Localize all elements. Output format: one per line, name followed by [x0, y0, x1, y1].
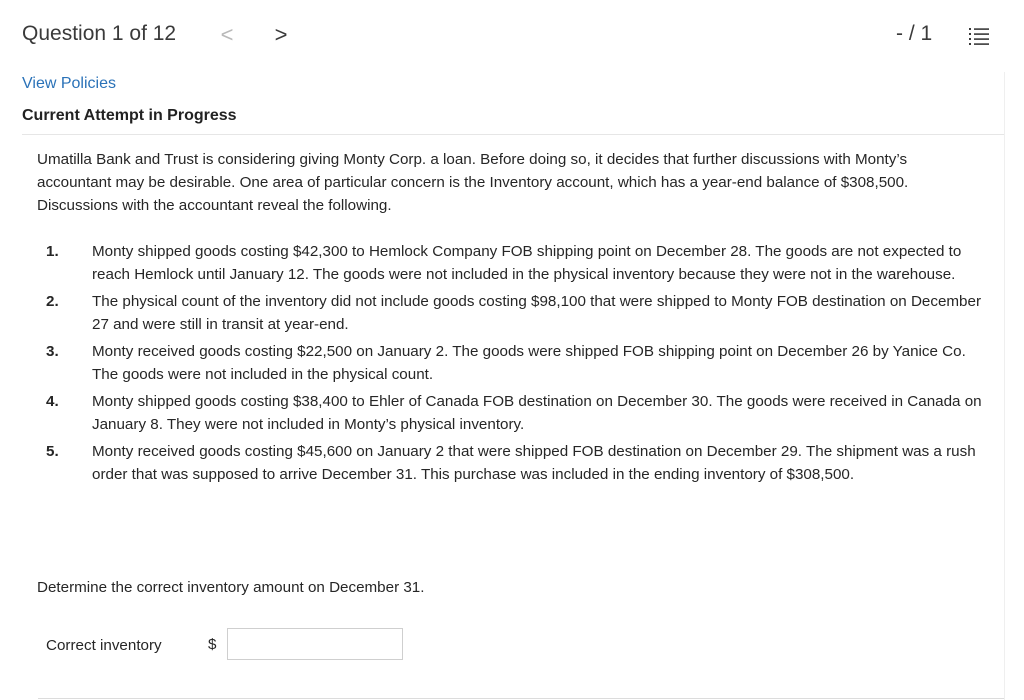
divider	[38, 698, 1004, 699]
currency-symbol: $	[208, 636, 217, 653]
divider	[22, 134, 1004, 135]
next-question-button[interactable]: >	[274, 22, 288, 47]
correct-inventory-input[interactable]	[227, 628, 403, 660]
item-text: Monty shipped goods costing $42,300 to Hemlock Company FOB shipping point on December 28. The goods are not expected to reach Hemlock until January 12. The goods were not included in the physical inventory because they were not in the warehouse.	[92, 243, 962, 283]
item-text: Monty received goods costing $45,600 on January 2 that were shipped FOB destination on December 29. The shipment was a rush order that was supposed to arrive December 31. This purchase was included in the ending inventory of $308,500.	[92, 443, 976, 483]
answer-label: Correct inventory	[46, 637, 162, 654]
list-item	[37, 390, 982, 436]
list-item	[37, 340, 982, 386]
problem-items-list	[37, 240, 982, 490]
question-score: - / 1	[896, 22, 933, 45]
list-item	[37, 240, 982, 286]
numbered-list-icon[interactable]	[968, 26, 990, 46]
item-text: The physical count of the inventory did not include goods costing $98,100 that were shipped to Monty FOB destination on December 27 and were still in transit at year-end.	[92, 293, 982, 333]
item-number: 1.	[46, 243, 59, 260]
item-text: Monty shipped goods costing $38,400 to Ehler of Canada FOB destination on December 30. The goods were received in Canada on January 8. They were not included in Monty’s physical inventory.	[92, 393, 982, 433]
question-content	[0, 72, 1005, 700]
item-number: 5.	[46, 443, 59, 460]
problem-intro: Umatilla Bank and Trust is considering giving Monty Corp. a loan. Before doing so, it decides that further discussions with Monty’s accountant may be desirable. One area of particular concern is the Inventory account, which has a year-end balance of $308,500. Discussions with the accountant reveal the following.	[37, 151, 909, 214]
view-policies-link[interactable]: View Policies	[22, 75, 116, 92]
list-item	[37, 440, 982, 486]
previous-question-button[interactable]: <	[220, 22, 234, 47]
item-number: 4.	[46, 393, 59, 410]
attempt-heading: Current Attempt in Progress	[22, 107, 237, 124]
question-header	[0, 0, 1024, 72]
list-item	[37, 290, 982, 336]
item-text: Monty received goods costing $22,500 on January 2. The goods were shipped FOB shipping point on December 26 by Yanice Co. The goods were not included in the physical count.	[92, 343, 966, 383]
question-counter: Question 1 of 12	[22, 22, 177, 45]
item-number: 2.	[46, 293, 59, 310]
item-number: 3.	[46, 343, 59, 360]
question-prompt: Determine the correct inventory amount on December 31.	[37, 579, 425, 596]
